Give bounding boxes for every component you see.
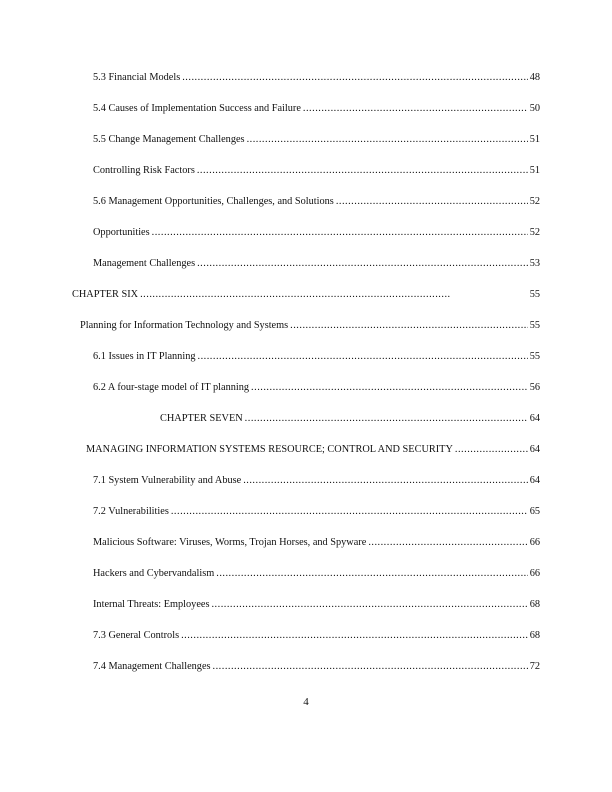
toc-leader [182,71,527,85]
toc-label: 7.2 Vulnerabilities [93,506,169,517]
toc-page-number: 68 [529,630,540,641]
toc-label: Internal Threats: Employees [93,599,210,610]
toc-leader [198,350,528,364]
toc-label: Controlling Risk Factors [93,165,195,176]
toc-label: Management Challenges [93,258,196,269]
toc-page-number: 55 [529,351,540,362]
toc-page-number: 72 [529,661,540,672]
toc-leader [368,536,527,550]
toc-label: Opportunities [93,227,150,238]
toc-leader [247,133,528,147]
toc-page-number: 51 [529,134,540,145]
toc-leader [152,226,528,240]
toc-leader [213,660,528,674]
toc-leader [197,257,528,271]
toc-leader [290,319,528,333]
toc-entry-7-2 [93,505,540,519]
toc-page-number: 66 [529,568,540,579]
toc-entry-7-3 [93,629,540,643]
toc-label: 5.3 Financial Models [93,72,181,83]
toc-leader [140,288,450,302]
toc-label: Malicious Software: Viruses, Worms, Trojan Horses, and Spyware [93,537,367,548]
toc-entry-internal-threats [93,598,540,612]
toc-leader [181,629,528,643]
toc-label: 7.3 General Controls [93,630,180,641]
toc-page-number: 48 [529,72,540,83]
toc-leader [211,598,527,612]
toc-leader [197,164,528,178]
toc-entry-7-1 [93,474,540,488]
toc-page-number: 66 [529,537,540,548]
toc-entry-hackers [93,567,540,581]
toc-label: 5.6 Management Opportunities, Challenges, and Solutions [93,196,334,207]
toc-leader [303,102,528,116]
toc-entry-7-4 [93,660,540,674]
toc-page-number: 56 [529,382,540,393]
toc-entry-controlling-risk [93,164,540,178]
toc-label: 7.1 System Vulnerability and Abuse [93,475,242,486]
toc-entry-5-5 [93,133,540,147]
toc-page-number: 64 [529,444,540,455]
toc-label: 6.1 Issues in IT Planning [93,351,196,362]
toc-label: CHAPTER SIX [72,289,139,300]
toc-entry-opportunities [93,226,540,240]
toc-page-number: 64 [529,475,540,486]
toc-page-number: 64 [529,413,540,424]
toc-entry-6-1 [93,350,540,364]
toc-label: 5.5 Change Management Challenges [93,134,245,145]
toc-page-number: 68 [529,599,540,610]
toc-entry-chapter-six [72,288,540,302]
page-number: 4 [303,696,309,708]
toc-entry-managing-is [86,443,540,457]
toc-entry-management-challenges [93,257,540,271]
toc-page-number: 51 [529,165,540,176]
toc-leader [251,381,528,395]
toc-leader [245,412,528,426]
toc-label: MANAGING INFORMATION SYSTEMS RESOURCE; CONTROL AND SECURITY [86,444,453,455]
toc-page-number: 50 [529,103,540,114]
toc-leader [216,567,527,581]
toc-page-number: 55 [529,320,540,331]
toc-label: 6.2 A four-stage model of IT planning [93,382,250,393]
toc-leader [455,443,528,457]
toc-entry-planning-it [80,319,540,333]
toc-label: 5.4 Causes of Implementation Success and Failure [93,103,301,114]
toc-entry-malicious-software [93,536,540,550]
toc-entry-5-6 [93,195,540,209]
toc-page-number: 52 [529,227,540,238]
toc-entry-5-3 [93,71,540,85]
toc-label: 7.4 Management Challenges [93,661,211,672]
toc-leader [171,505,528,519]
toc-entry-5-4 [93,102,540,116]
toc-label: Planning for Information Technology and Systems [80,320,289,331]
toc-leader [243,474,528,488]
toc-page-number: 53 [529,258,540,269]
toc-label: CHAPTER SEVEN [160,413,243,424]
toc-entry-6-2 [93,381,540,395]
toc-page-number: 65 [529,506,540,517]
toc-label: Hackers and Cybervandalism [93,568,215,579]
toc-entry-chapter-seven [160,412,540,426]
toc-leader [336,195,528,209]
toc-page-number: 55 [529,289,540,300]
toc-page-number: 52 [529,196,540,207]
